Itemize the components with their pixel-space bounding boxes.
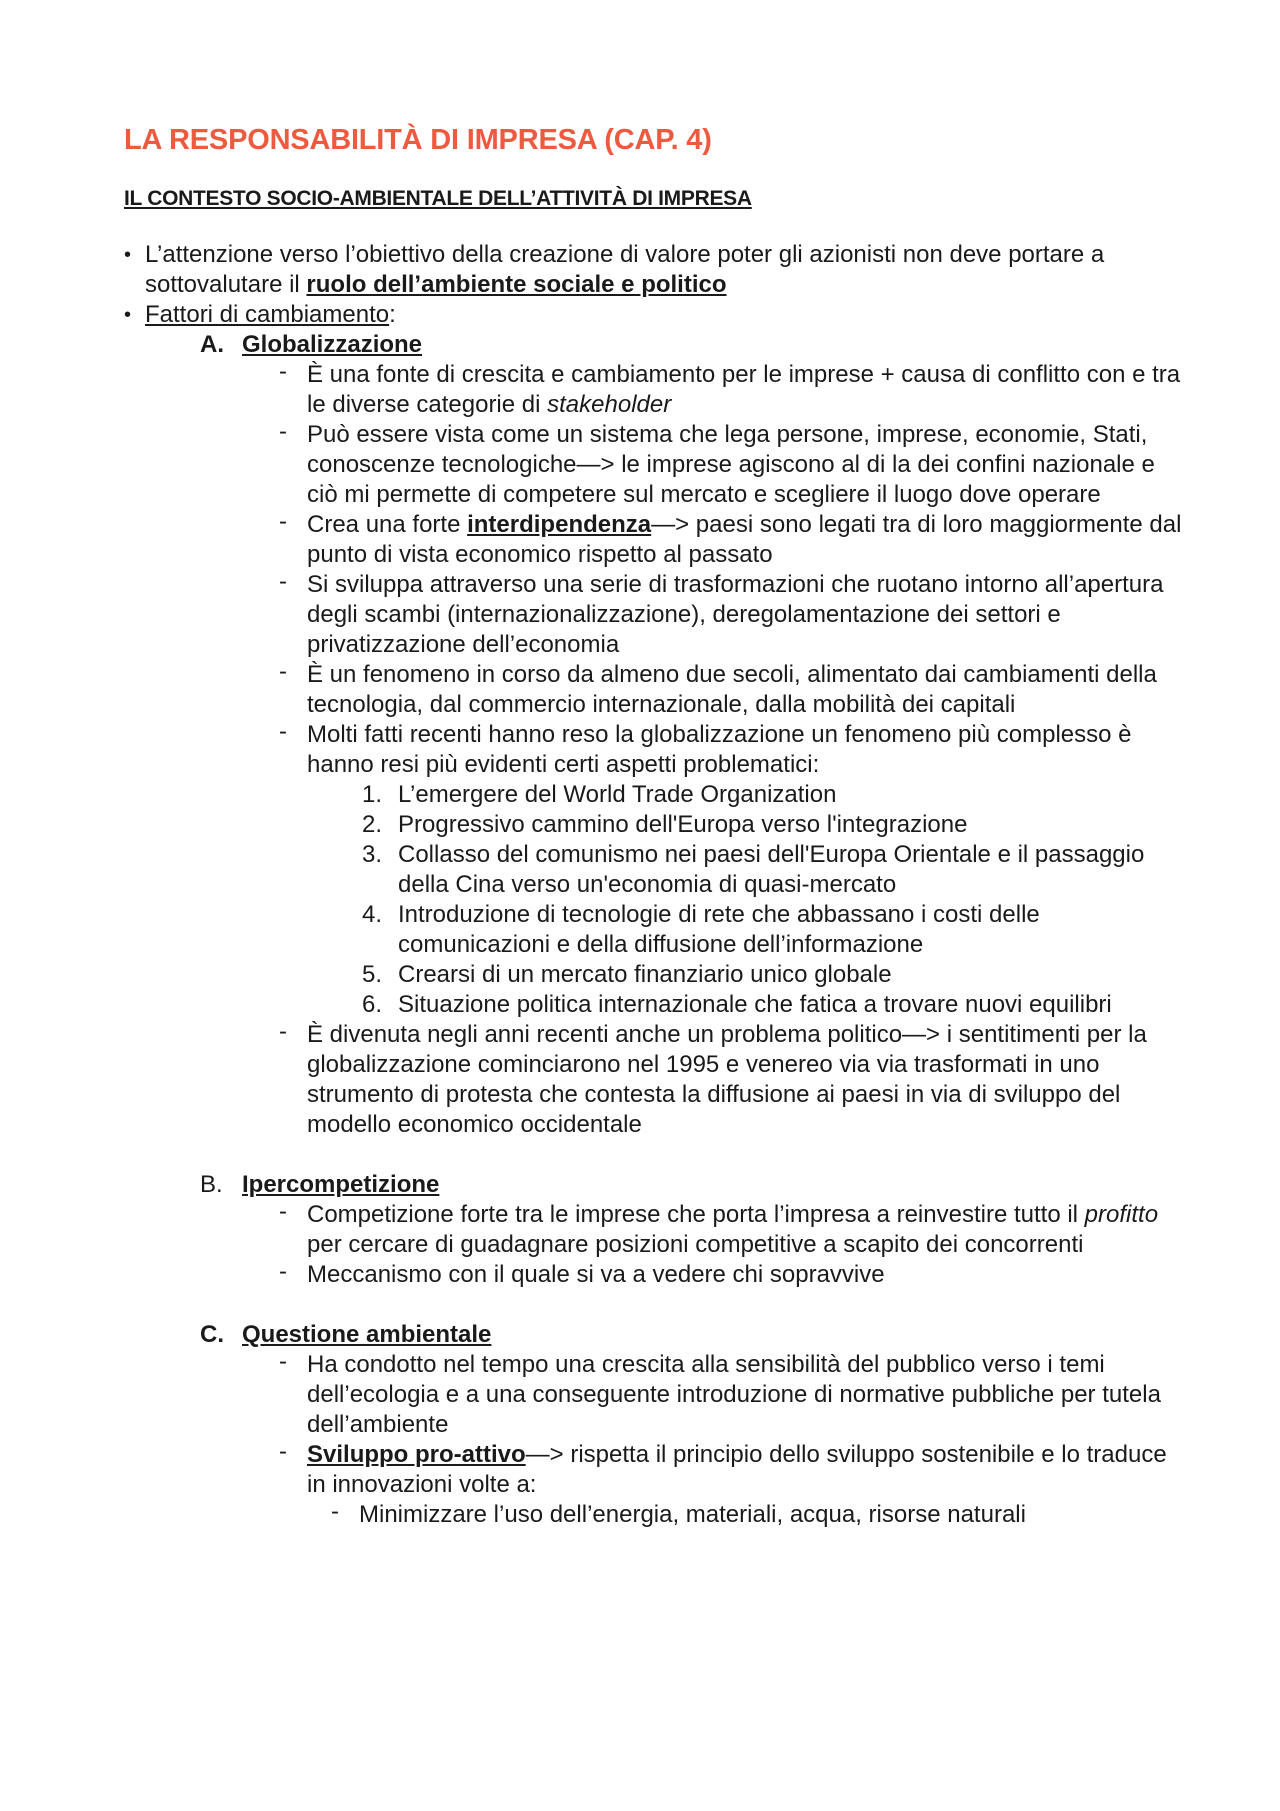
dash-item: - Si sviluppa attraverso una serie di trasformazioni che ruotano intorno all’apertura degli scambi (internazionalizzazione), deregolamentazione dei settori e privatizzazione dell’economia <box>279 568 1164 658</box>
section-c-heading: C. Questione ambientale <box>200 1321 492 1348</box>
bold-term: Sviluppo pro-attivo <box>307 1441 526 1468</box>
section-b-heading: B. Ipercompetizione <box>200 1171 440 1198</box>
numbered-item: 5. Crearsi di un mercato finanziario unico globale <box>361 961 892 988</box>
dash-item: - Molti fatti recenti hanno reso la globalizzazione un fenomeno più complesso è hanno resi più evidenti certi aspetti problematici: <box>279 718 1132 778</box>
numbered-item: 2. Progressivo cammino dell'Europa verso l'integrazione <box>361 811 968 838</box>
bold-term: ruolo dell’ambiente sociale e politico <box>306 271 727 298</box>
numbered-item: 6. Situazione politica internazionale che fatica a trovare nuovi equilibri <box>361 991 1112 1018</box>
dash-item: - Competizione forte tra le imprese che porta l’impresa a reinvestire tutto il profitto per cercare di guadagnare posizioni competitive a scapito dei concorrenti <box>279 1198 1159 1258</box>
numbered-item: 4. Introduzione di tecnologie di rete che abbassano i costi delle comunicazioni e della diffusione dell’informazione <box>361 901 1040 958</box>
bullet-item: • L’attenzione verso l’obiettivo della creazione di valore poter gli azionisti non deve portare a sottovalutare il ruolo dell’ambiente sociale e politico <box>124 241 1105 298</box>
section-heading: IL CONTESTO SOCIO-AMBIENTALE DELL’ATTIVITÀ DI IMPRESA <box>124 187 752 210</box>
page-title: LA RESPONSABILITÀ DI IMPRESA (CAP. 4) <box>124 124 712 156</box>
bullet-item: • Fattori di cambiamento: <box>124 301 396 328</box>
dash-item: - Ha condotto nel tempo una crescita alla sensibilità del pubblico verso i temi dell’ecologia e a una conseguente introduzione di normative pubbliche per tutela dell’ambiente <box>279 1348 1161 1438</box>
numbered-item: 1. L’emergere del World Trade Organization <box>361 781 837 808</box>
dash-item: - È un fenomeno in corso da almeno due secoli, alimentato dai cambiamenti della tecnologia, dal commercio internazionale, dalla mobilità dei capitali <box>279 658 1157 718</box>
section-a-heading: A. Globalizzazione <box>200 331 423 358</box>
dash-item: - Sviluppo pro-attivo—> rispetta il principio dello sviluppo sostenibile e lo traduce in innovazioni volte a: <box>279 1438 1167 1498</box>
bullet-marker: • <box>124 244 132 266</box>
dash-item: - Meccanismo con il quale si va a vedere chi sopravvive <box>279 1258 885 1288</box>
document-body <box>124 240 1184 1530</box>
dash-item: - Può essere vista come un sistema che lega persone, imprese, economie, Stati, conoscenze tecnologiche—> le imprese agiscono al di la dei confini nazionale e ciò mi permette di competere sul mercato e scegliere il luogo dove operare <box>279 418 1155 508</box>
dash-item: - Crea una forte interdipendenza—> paesi sono legati tra di loro maggiormente dal punto di vista economico rispetto al passato <box>279 508 1182 568</box>
dash-item: - È una fonte di crescita e cambiamento per le imprese + causa di conflitto con e tra le diverse categorie di stakeholder <box>279 358 1181 418</box>
bold-term: interdipendenza <box>467 511 652 538</box>
sub-dash-item: - Minimizzare l’uso dell’energia, materiali, acqua, risorse naturali <box>331 1498 1026 1528</box>
numbered-item: 3. Collasso del comunismo nei paesi dell'Europa Orientale e il passaggio della Cina verso un'economia di quasi-mercato <box>361 841 1145 898</box>
bullet-marker: • <box>124 304 132 326</box>
dash-item: - È divenuta negli anni recenti anche un problema politico—> i sentitimenti per la globalizzazione cominciarono nel 1995 e venereo via via trasformati in uno strumento di protesta che contesta la diffusione ai paesi in via di sviluppo del modello economico occidentale <box>279 1018 1147 1138</box>
